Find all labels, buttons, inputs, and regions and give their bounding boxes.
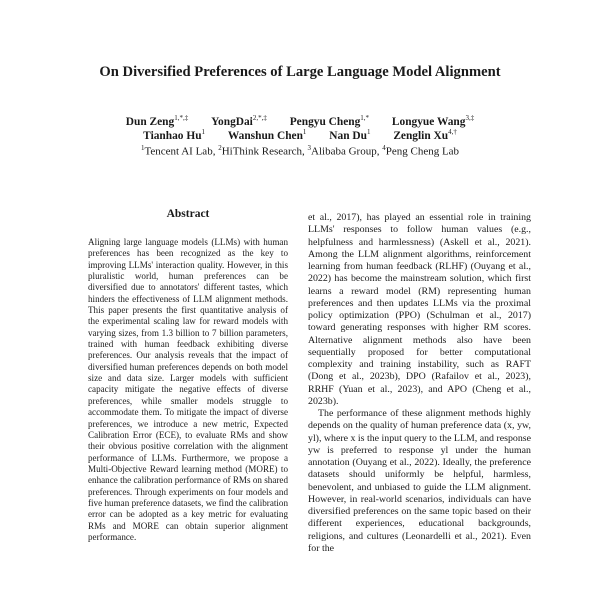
author: Tianhao Hu$^1$ [143,128,206,142]
introduction-column [308,212,531,555]
author: Longyue Wang$^{3,\ddagger}$ [391,114,475,128]
author-line-2 [60,128,540,142]
intro-paragraph-1: et al., 2017), has played an essential role in training LLMs' responses to follow human values (e.g., helpfulness and harmlessness) (Askell et al., 2021). Among the LLM alignment algorithms, reinforcement learning from human feedback (RLHF) (Ouyang et al., 2022) has become the mainstream solution, which first learns a reward model (RM) representing human preferences and then updates LLMs via the proximal policy optimization (PPO) (Schulman et al., 2017) toward generating responses with higher RM scores. Alternative alignment methods also have been sequentially proposed for better computational complexity and training instability, such as RAFT (Dong et al., 2023b), DPO (Rafailov et al., 2023), RRHF (Yuan et al., 2023), and APO (Cheng et al., 2023b). [308,212,531,407]
author: YongDai$^{2,*,\ddagger}$ [211,114,267,128]
affiliations: $^1$Tencent AI Lab, $^2$HiThink Research, $^3$Alibaba Group, $^4$Peng Cheng Lab [140,144,460,158]
author: Zenglin $Xu^{4,\dagger}$ [393,128,457,142]
author: Dun Zeng$^{1,*,\ddagger}$ [125,114,189,128]
author: Pengyu Cheng$^{1,*}$ [289,114,370,128]
abstract-body: Aligning large language models (LLMs) with human preferences has been recognized as the key to improving LLMs' interaction quality. However, in this pluralistic world, human preferences can be diversified due to annotators' different tastes, which hinders the effectiveness of LLM alignment methods. This paper presents the first quantitative analysis of the experimental scaling law for reward models with varying sizes, from 1.3 billion to 7 billion parameters, trained with human feedback exhibiting diverse preferences. Our analysis reveals that the impact of diversified human preferences depends on both model size and data size. Larger models with sufficient capacity mitigate the negative effects of diverse preferences, while smaller models struggle to accommodate them. To mitigate the impact of diverse preferences, we introduce a new metric, Expected Calibration Error (ECE), to evaluate RMs and show their obvious positive correlation with the alignment performance of LLMs. Furthermore, we propose a Multi-Objective Reward learning method (MORE) to enhance the calibration performance of RMs on shared preferences. Through experiments on four models and five human preference datasets, we find the calibration error can be adopted as a key metric for evaluating RMs and MORE can obtain superior alignment performance. [88,237,288,542]
paper-title: On Diversified Preferences of Large Language Model Alignment [99,64,501,80]
abstract-heading: Abstract [166,208,210,220]
intro-paragraph-2: The performance of these alignment methods highly depends on the quality of human preference data (x, yw, yl), where x is the input query to the LLM, and response yw is preferred to response yl under the human annotation (Ouyang et al., 2022). Ideally, the preference datasets should uniformly be helpful, harmless, benevolent, and unbiased to guide the LLM alignment. However, in real-world scenarios, individuals can have diversified preferences on the same topic based on their different experiences, educational backgrounds, religions, and cultures (Leonardelli et al., 2021). Even for the [308,408,531,554]
author-line-1 [60,114,540,128]
author: Wanshun Chen$^1$ [227,128,307,142]
author: Nan Du$^1$ [329,128,371,142]
